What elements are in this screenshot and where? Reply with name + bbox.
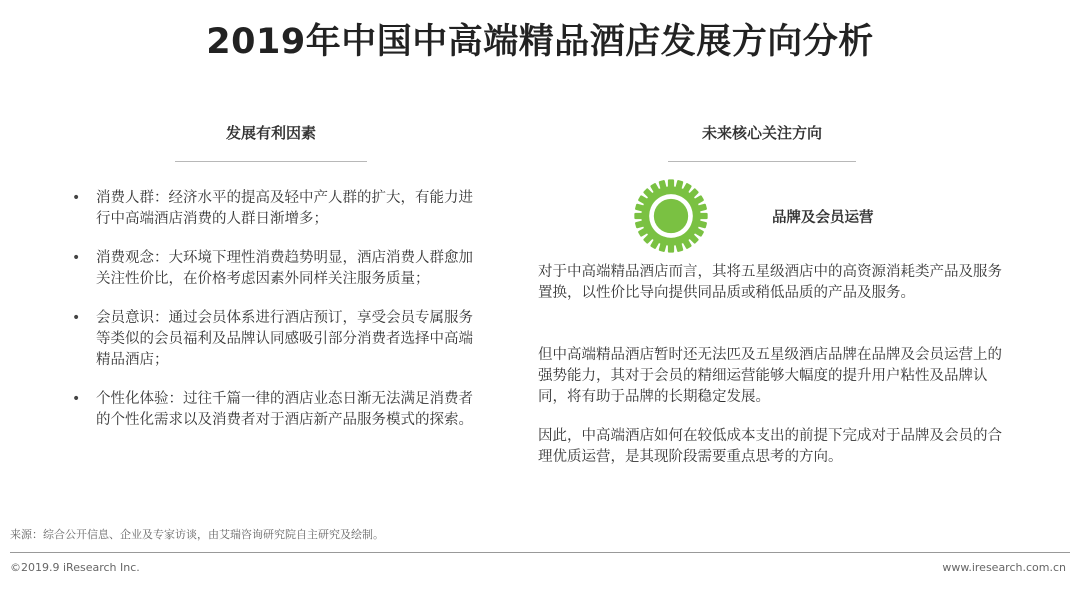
left-column-heading: 发展有利因素 (225, 124, 316, 142)
gear-icon (632, 177, 710, 255)
right-column-heading: 未来核心关注方向 (701, 124, 822, 142)
list-item (72, 188, 482, 230)
list-item-text: 会员意识：通过会员体系进行酒店预订，享受会员专属服务等类似的会员福利及品牌认同感吸引部分消费者选择中高端精品酒店； (96, 310, 473, 368)
focus-title: 品牌及会员运营 (772, 210, 874, 226)
bullet-icon: • (72, 190, 81, 206)
focus-paragraph: 因此，中高端酒店如何在较低成本支出的前提下完成对于品牌及会员的合理优质运营，是其现阶段需要重点思考的方向。 (538, 428, 1002, 465)
favorable-factors-list (72, 188, 482, 449)
right-heading-divider (668, 161, 856, 162)
list-item (72, 248, 482, 290)
left-heading-divider (175, 161, 367, 162)
list-item-text: 个性化体验：过往千篇一律的酒店业态日渐无法满足消费者的个性化需求以及消费者对于酒店新产品服务模式的探索。 (96, 391, 473, 428)
bullet-icon: • (72, 391, 81, 407)
focus-paragraph: 但中高端精品酒店暂时还无法匹及五星级酒店品牌在品牌及会员运营上的强势能力，其对于会员的精细运营能够大幅度的提升用户粘性及品牌认同，将有助于品牌的长期稳定发展。 (538, 347, 1002, 405)
bullet-icon: • (72, 310, 81, 326)
website-link[interactable]: www.iresearch.com.cn (942, 561, 1066, 574)
focus-paragraph: 对于中高端精品酒店而言，其将五星级酒店中的高资源消耗类产品及服务置换，以性价比导向提供同品质或稍低品质的产品及服务。 (538, 264, 1002, 301)
list-item-text: 消费观念：大环境下理性消费趋势明显，酒店消费人群愈加关注性价比，在价格考虑因素外同样关注服务质量； (96, 250, 473, 287)
source-note: 来源：综合公开信息、企业及专家访谈，由艾瑞咨询研究院自主研究及绘制。 (10, 528, 384, 541)
copyright: ©2019.9 iResearch Inc. (10, 561, 140, 574)
bullet-icon: • (72, 250, 81, 266)
list-item (72, 389, 482, 431)
list-item (72, 308, 482, 371)
list-item-text: 消费人群：经济水平的提高及轻中产人群的扩大，有能力进行中高端酒店消费的人群日渐增多； (96, 190, 473, 227)
page-title: 2019年中国中高端精品酒店发展方向分析 (206, 22, 874, 62)
footer-divider (10, 552, 1070, 553)
